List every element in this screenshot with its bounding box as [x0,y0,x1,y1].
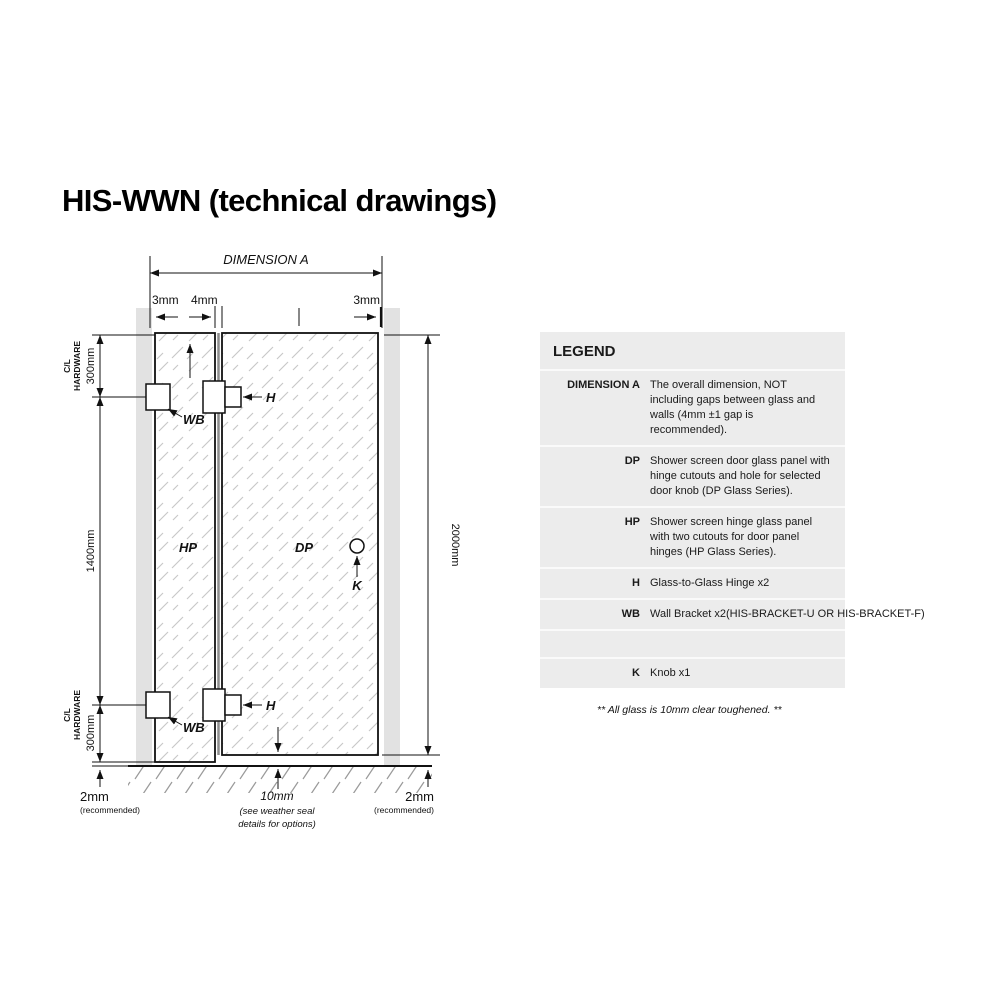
legend-desc: Glass-to-Glass Hinge x2 [650,577,770,589]
wall-bracket-bottom [146,692,170,718]
legend-desc: Shower screen hinge glass panel with two cutouts for door panel hinges (HP Glass Series). [650,516,813,558]
floor-gap-mid-label: 10mm [260,789,294,803]
floor-gap-left-label: 2mm [80,789,109,804]
wall-bracket-top [146,384,170,410]
legend-row-h [540,567,845,598]
technical-drawing [50,240,470,860]
offset-top-label: 300mm [85,347,97,385]
page-title: HIS-WWN (technical drawings) [62,183,497,218]
wall-right [384,308,400,766]
cl-hardware-top-2: HARDWARE [72,340,82,392]
floor-gap-mid-note2: details for options) [238,819,316,830]
gap-right-label: 3mm [353,293,380,307]
legend-row-dimension-a [540,369,845,445]
legend-key: DP [624,455,640,467]
floor-gap-left-note: (recommended) [80,805,140,815]
legend-key: K [632,667,640,679]
legend-title: LEGEND [553,343,616,360]
legend-desc: Knob x1 [650,667,691,679]
knob-label: K [352,578,362,593]
height-right-label: 2000mm [449,523,461,567]
legend-desc: The overall dimension, NOT including gaps between glass and walls (4mm ±1 gap is recommended). [650,379,816,436]
bracket-label-top: WB [183,412,205,427]
legend-desc: Wall Bracket x2(HIS-BRACKET-U OR HIS-BRACKET-F) [650,608,925,620]
floor-gap-right-note: (recommended) [374,805,434,815]
dimension-a [150,252,382,328]
gap-left-label: 3mm [152,293,179,307]
floor-gap-mid-note1: (see weather seal [239,806,315,817]
legend-row-hp [540,506,845,567]
legend-key: DIMENSION A [567,379,640,391]
cl-hardware-bottom-1: C/L [62,708,72,722]
legend-panel [540,332,925,688]
cl-hardware-bottom-2: HARDWARE [72,689,82,741]
legend-row-dp [540,445,845,506]
offset-bottom-label: 300mm [85,714,97,752]
hinge-label-top: H [266,390,276,405]
legend-key: WB [621,608,640,620]
legend-key: H [632,577,640,589]
dp-panel-label: DP [294,540,314,555]
bracket-label-bottom: WB [183,720,205,735]
legend-key: HP [624,516,640,528]
knob-circle [350,539,364,553]
glass-footnote: ** All glass is 10mm clear toughened. ** [597,704,782,716]
gap-mid-label: 4mm [191,293,218,307]
legend-row-empty [540,629,845,657]
dimension-a-label: DIMENSION A [223,252,309,267]
legend-desc [650,638,839,650]
legend-desc: Shower screen door glass panel with hinge cutouts and hole for selected door knob (DP Glass Series). [650,455,830,497]
span-mid-label: 1400mm [85,529,97,573]
gap-dims-top [152,293,381,328]
legend-key [540,638,640,650]
hinge-label-bottom: H [266,698,276,713]
cl-hardware-top-1: C/L [62,359,72,373]
hp-panel-label: HP [178,540,198,555]
legend-row-wb [540,598,925,629]
floor-gap-right-label: 2mm [405,789,434,804]
legend-row-k [540,657,845,688]
